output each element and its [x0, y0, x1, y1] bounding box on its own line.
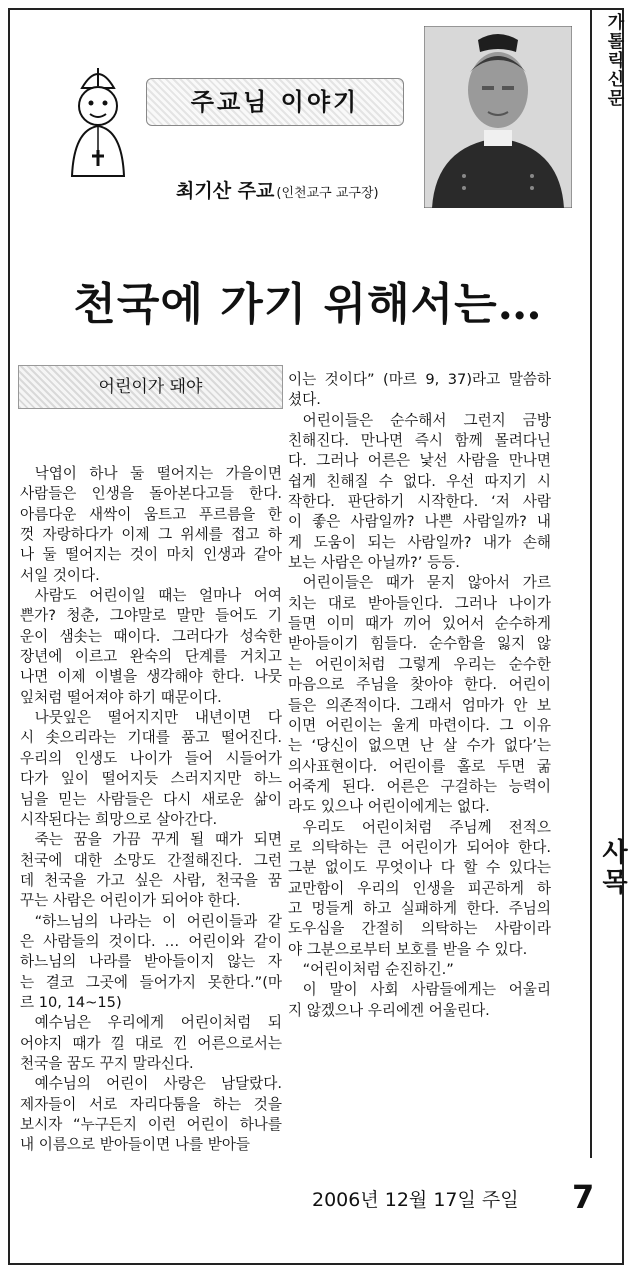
column-title-banner	[146, 78, 404, 126]
article-line: 치는 대로 받아들인다. 그러나 나이가	[288, 594, 551, 612]
article-line: 게 도움이 되는 사람일까? 내가 손해	[288, 533, 551, 551]
brand-char: 신	[607, 70, 625, 90]
author-role: (인천교구 교구장)	[276, 186, 379, 201]
issue-date: 2006년 12월 17일 주일	[312, 1189, 519, 1211]
newspaper-brand	[604, 14, 628, 109]
subhead-box	[18, 365, 283, 409]
article-line: 사람도 어린이일 때는 얼마나 어여	[34, 587, 282, 605]
section-label	[600, 838, 630, 898]
article-line: 이는 것이다” (마르 9, 37)라고 말씀하	[288, 371, 551, 388]
article-line: 우리도 어린이처럼 주님께 전적으	[302, 818, 551, 836]
article-column-left	[20, 464, 282, 1156]
article-line: 어린이들은 때가 묻지 않아서 가르	[302, 574, 551, 592]
article-line: 야 그분으로부터 보호를 받을 수 있다.	[288, 940, 528, 958]
article-line: 지 않겠으나 우리에겐 어울린다.	[288, 1001, 490, 1019]
article-line: 이 말이 사회 사람들에게는 어울리	[302, 981, 551, 999]
brand-char: 가	[607, 13, 625, 33]
section-char: 사	[602, 838, 628, 868]
article-line: 받아들이기 힘들다. 순수함을 잃지 않	[288, 635, 551, 653]
article-line: “하느님의 나라는 이 어린이들과 같	[34, 912, 282, 930]
article-line: 시작된다는 희망으로 살아간다.	[20, 810, 218, 828]
article-line: 잎처럼 떨어져야 하기 때문이다.	[20, 688, 222, 706]
article-line: 이면 어린이는 울게 마련이다. 그 이유	[288, 716, 551, 734]
article-line: 보는 사람은 아닐까?’ 등등.	[288, 554, 460, 572]
page-number: 7	[572, 1178, 595, 1216]
article-line: 는 결코 그곳에 들어가지 못한다.”(마	[20, 973, 282, 991]
article-line: 데 천국을 가고 싶은 사람, 천국을 꿈	[20, 871, 282, 889]
article-line: 의사표현이다. 어린이를 홀로 두면 굶	[288, 757, 551, 775]
headline: 천국에 가기 위해서는…	[73, 279, 543, 330]
article-line: 셨다.	[288, 391, 321, 409]
article-line: 은 사람들의 것이다. … 어린이와 같이	[20, 932, 282, 950]
article-line: 이 좋은 사람일까? 나쁜 사람일까? 내	[288, 513, 551, 531]
article-line: 아름다운 새싹이 움트고 푸르름을 한	[20, 505, 282, 523]
article-line: 우리의 인생도 나이가 들어 시들어가	[20, 749, 282, 767]
article-line: 들면 이미 때가 끼어 있어서 순수하게	[288, 615, 551, 633]
article-line: 작한다. 판단하기 시작한다. ‘저 사람	[288, 493, 551, 511]
article-line: 사람들은 인생을 돌아본다고들 한다.	[20, 485, 282, 503]
article-line: 장년에 이르고 완숙의 단계를 거치고	[20, 648, 282, 666]
article-line: 다. 그러나 어른은 낯선 사람을 만나면	[288, 452, 551, 470]
article-line: 서일 것이다.	[20, 566, 100, 584]
article-line: “어린이처럼 순진하긴.”	[302, 960, 454, 978]
article-line: 껏 자랑하다가 이제 그 위세를 접고 하	[20, 526, 282, 544]
author-portrait	[424, 26, 572, 208]
bishop-cartoon-icon	[48, 58, 148, 178]
article-column-right	[288, 370, 551, 1021]
article-line: 낙엽이 하나 둘 떨어지는 가을이면	[34, 465, 282, 482]
article-line: 운이 샘솟는 때이다. 그러다가 성숙한	[20, 627, 282, 645]
article-line: 꾸는 사람은 어린이가 되어야 한다.	[20, 892, 241, 910]
brand-char: 릭	[607, 51, 625, 71]
article-line: 다가 잎이 떨어지듯 스러지지만 하느	[20, 770, 282, 788]
article-line: 마음으로 주님을 찾아야 한다. 어린이	[288, 676, 551, 694]
byline	[176, 176, 379, 203]
article-line: 고 멍들게 하고 실패하게 한다. 주님의	[288, 899, 551, 917]
article-line: 예수님은 우리에게 어린이처럼 되	[34, 1014, 282, 1032]
subhead: 어린이가 돼야	[98, 377, 203, 397]
article-line: 하느님의 나라를 받아들이지 않는 자	[20, 953, 282, 971]
author-name: 최기산 주교	[176, 180, 275, 202]
article-line: 쁜가? 청춘, 그야말로 말만 들어도 기	[20, 607, 282, 625]
article-line: 어야지 때가 낄 대로 낀 어른으로서는	[20, 1034, 282, 1052]
brand-char: 톨	[607, 32, 625, 52]
article-line: 나 둘 떨어지는 것이 마치 인생과 같아	[20, 546, 282, 564]
brand-char: 문	[607, 89, 625, 109]
article-line: 로 의탁하는 큰 어린이가 되어야 한다.	[288, 838, 551, 856]
article-line: 어죽게 된다. 어른은 구걸하는 능력이	[288, 777, 551, 795]
article-line: 천국에 대한 소망도 간절해진다. 그런	[20, 851, 282, 869]
article-line: 죽는 꿈을 가끔 꾸게 될 때가 되면	[34, 831, 282, 849]
article-line: 쉽게 친해질 수 없다. 우선 따지기 시	[288, 472, 551, 490]
column-divider-rule	[590, 8, 592, 1158]
article-line: 들은 의존적이다. 그래서 엄마가 안 보	[288, 696, 551, 714]
article-line: 어린이들은 순수해서 그런지 금방	[302, 411, 551, 429]
article-line: 예수님의 어린이 사랑은 남달랐다.	[34, 1075, 282, 1093]
article-line: 님을 믿는 사람들은 다시 새로운 삶이	[20, 790, 282, 808]
article-line: 보시자 “누구든지 이런 어린이 하나를	[20, 1116, 282, 1133]
article-line: 라도 있으나 어린이에게는 없다.	[288, 798, 490, 816]
article-line: 도우심을 간절히 의탁하는 사람이라	[288, 920, 551, 938]
article-line: 르 10, 14~15)	[20, 993, 122, 1011]
article-line: 내 이름으로 받아들이면 나를 받아들	[20, 1136, 251, 1154]
column-title: 주교님 이야기	[190, 88, 360, 116]
article-line: 제자들이 서로 자리다툼을 하는 것을	[20, 1095, 282, 1113]
article-line: 교만함이 우리의 인생을 피곤하게 하	[288, 879, 551, 897]
article-line: 나면 이제 이별을 생각해야 한다. 나뭇	[20, 668, 282, 686]
article-line: 시 솟으리라는 기대를 품고 떨어진다.	[20, 729, 282, 747]
article-line: 는 어린이처럼 그렇게 우리는 순수한	[288, 655, 551, 673]
section-char: 목	[602, 868, 628, 898]
article-line: 친해진다. 만나면 즉시 함께 몰려다닌	[288, 432, 551, 450]
article-line: 나뭇잎은 떨어지지만 내년이면 다	[34, 709, 282, 727]
article-line: 천국을 꿈도 꾸지 말라신다.	[20, 1054, 194, 1072]
article-line: 그분 없이도 무엇이나 다 할 수 있다는	[288, 859, 551, 877]
article-line: 는 ‘당신이 없으면 난 살 수가 없다’는	[288, 737, 551, 755]
